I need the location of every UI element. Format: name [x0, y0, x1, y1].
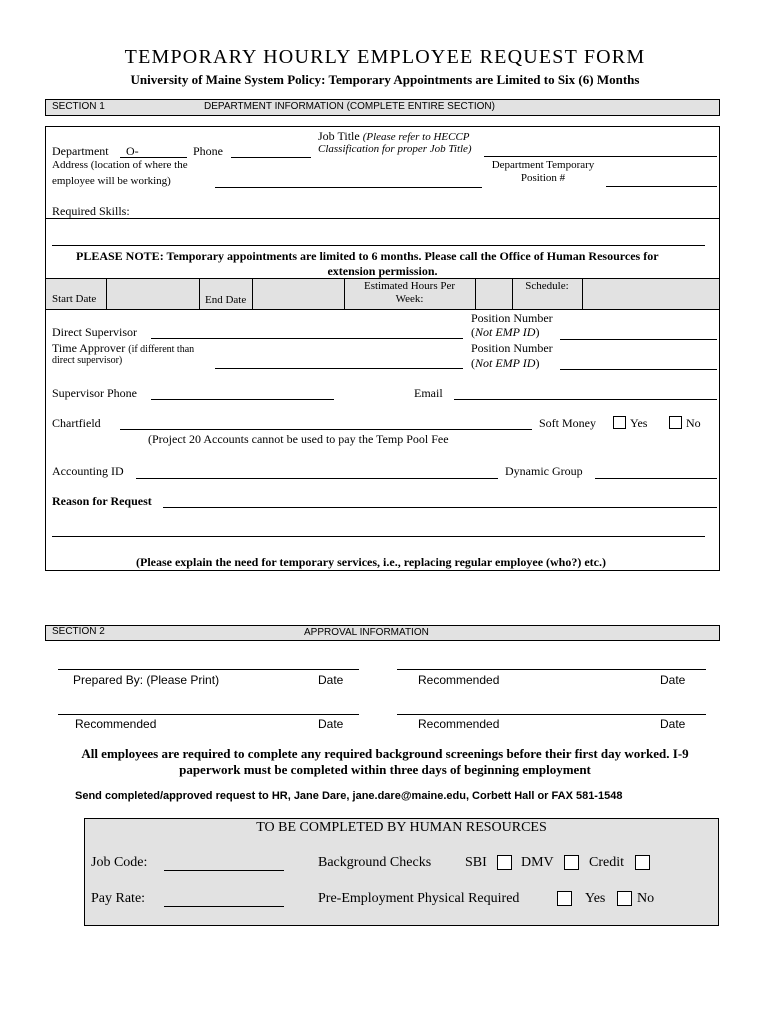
- project20-note: (Project 20 Accounts cannot be used to pay the Temp Pool Fee: [148, 432, 449, 446]
- divider: [45, 218, 720, 219]
- recommended-signature-line-2[interactable]: [58, 714, 359, 715]
- section2-heading: APPROVAL INFORMATION: [304, 627, 429, 638]
- department-label: Department: [52, 144, 109, 158]
- prepared-by-label: Prepared By: (Please Print): [73, 673, 220, 687]
- job-title-label: Job Title (Please refer to HECCP: [318, 129, 470, 143]
- notice-text-2: paperwork must be completed within three days of beginning employment: [179, 762, 591, 777]
- physical-yes-checkbox[interactable]: [557, 891, 572, 906]
- date-label-2: Date: [660, 673, 686, 687]
- time-approver-field[interactable]: [215, 368, 463, 369]
- reason-label: Reason for Request: [52, 494, 152, 508]
- pay-rate-label: Pay Rate:: [91, 891, 146, 906]
- send-instructions: Send completed/approved request to HR, Jane Dare, jane.dare@maine.edu, Corbett Hall or FAX 581-1548: [75, 790, 623, 802]
- schedule-label: Schedule:: [525, 280, 569, 292]
- date-label-3: Date: [318, 717, 344, 731]
- supervisor-phone-field[interactable]: [151, 399, 334, 400]
- dynamic-group-label: Dynamic Group: [505, 464, 583, 478]
- section2-label: SECTION 2: [52, 626, 105, 637]
- phone-field[interactable]: [231, 157, 311, 158]
- soft-money-no-checkbox[interactable]: [669, 416, 682, 429]
- reason-field[interactable]: [163, 507, 717, 508]
- department-field[interactable]: [120, 157, 187, 158]
- recommended-label-2: Recommended: [75, 717, 157, 731]
- required-skills-label: Required Skills:: [52, 204, 130, 218]
- supervisor-phone-label: Supervisor Phone: [52, 386, 137, 400]
- reason-field-2[interactable]: [52, 536, 705, 537]
- dept-temp-position-label-2: Position #: [520, 172, 566, 184]
- recommended-signature-line-3[interactable]: [397, 714, 706, 715]
- direct-supervisor-field[interactable]: [151, 338, 463, 339]
- note-text: PLEASE NOTE: Temporary appointments are limited to 6 months. Please call the Office of Human Resources for: [76, 249, 659, 263]
- sbi-checkbox[interactable]: [497, 855, 512, 870]
- background-checks-label: Background Checks: [318, 855, 432, 870]
- credit-checkbox[interactable]: [635, 855, 650, 870]
- pay-rate-field[interactable]: [164, 906, 284, 907]
- recommended-label-3: Recommended: [418, 717, 500, 731]
- dmv-checkbox[interactable]: [564, 855, 579, 870]
- pre-employment-label: Pre-Employment Physical Required: [318, 891, 520, 906]
- address-label: Address (location of where the: [52, 159, 188, 171]
- accounting-id-label: Accounting ID: [52, 464, 124, 478]
- credit-label: Credit: [589, 855, 624, 870]
- supervisor-position-number-field[interactable]: [560, 339, 717, 340]
- address-label-2: employee will be working): [52, 175, 171, 187]
- not-emp-id-label-2: (Not EMP ID): [471, 356, 540, 370]
- reason-note: (Please explain the need for temporary services, i.e., replacing regular employee (who?) etc.): [136, 555, 606, 569]
- date-label-4: Date: [660, 717, 686, 731]
- recommended-label-1: Recommended: [418, 673, 500, 687]
- notice-text: All employees are required to complete any required background screenings before their first day worked. I-9: [81, 746, 689, 761]
- department-prefix: O-: [126, 144, 139, 158]
- time-approver-note: direct supervisor): [52, 355, 123, 366]
- approver-position-number-field[interactable]: [560, 369, 717, 370]
- address-field[interactable]: [215, 187, 482, 188]
- dept-temp-position-field[interactable]: [606, 186, 717, 187]
- note-text-2: extension permission.: [327, 264, 438, 278]
- dept-temp-position-label: Department Temporary: [491, 159, 595, 171]
- email-field[interactable]: [454, 399, 717, 400]
- phone-label: Phone: [193, 144, 223, 158]
- not-emp-id-label: (Not EMP ID): [471, 325, 540, 339]
- job-title-field[interactable]: [484, 156, 717, 157]
- recommended-signature-line-1[interactable]: [397, 669, 706, 670]
- time-approver-label: Time Approver (if different than: [52, 341, 195, 355]
- cell-divider: [475, 278, 476, 310]
- start-date-field[interactable]: [107, 279, 199, 309]
- form-subtitle: University of Maine System Policy: Temporary Appointments are Limited to Six (6) Months: [130, 72, 640, 87]
- date-label-1: Date: [318, 673, 344, 687]
- dynamic-group-field[interactable]: [595, 478, 717, 479]
- soft-money-yes-label: Yes: [630, 416, 648, 430]
- cell-divider: [582, 278, 583, 310]
- section1-heading: DEPARTMENT INFORMATION (COMPLETE ENTIRE SECTION): [204, 101, 495, 112]
- job-code-field[interactable]: [164, 870, 284, 871]
- hr-box-heading: TO BE COMPLETED BY HUMAN RESOURCES: [256, 820, 547, 835]
- soft-money-no-label: No: [686, 416, 701, 430]
- job-title-note: Classification for proper Job Title): [318, 143, 472, 155]
- chartfield-field[interactable]: [120, 429, 532, 430]
- soft-money-label: Soft Money: [539, 416, 596, 430]
- physical-no-label: No: [637, 891, 655, 906]
- position-number-label-2: Position Number: [471, 341, 553, 355]
- email-label: Email: [414, 386, 443, 400]
- position-number-label: Position Number: [471, 311, 553, 325]
- sbi-label: SBI: [465, 855, 487, 870]
- required-skills-field[interactable]: [52, 245, 705, 246]
- end-date-label: End Date: [205, 294, 247, 306]
- form-title: TEMPORARY HOURLY EMPLOYEE REQUEST FORM: [124, 46, 646, 68]
- job-code-label: Job Code:: [91, 855, 148, 870]
- start-date-label: Start Date: [52, 293, 97, 305]
- cell-divider: [252, 278, 253, 310]
- cell-divider: [199, 278, 200, 310]
- est-hours-label-2: Week:: [395, 293, 424, 305]
- accounting-id-field[interactable]: [136, 478, 498, 479]
- prepared-by-signature-line[interactable]: [58, 669, 359, 670]
- section1-label: SECTION 1: [52, 101, 105, 112]
- chartfield-label: Chartfield: [52, 416, 101, 430]
- physical-no-checkbox[interactable]: [617, 891, 632, 906]
- soft-money-yes-checkbox[interactable]: [613, 416, 626, 429]
- est-hours-label: Estimated Hours Per: [363, 280, 456, 292]
- direct-supervisor-label: Direct Supervisor: [52, 325, 137, 339]
- physical-yes-label: Yes: [585, 891, 606, 906]
- dmv-label: DMV: [521, 855, 554, 870]
